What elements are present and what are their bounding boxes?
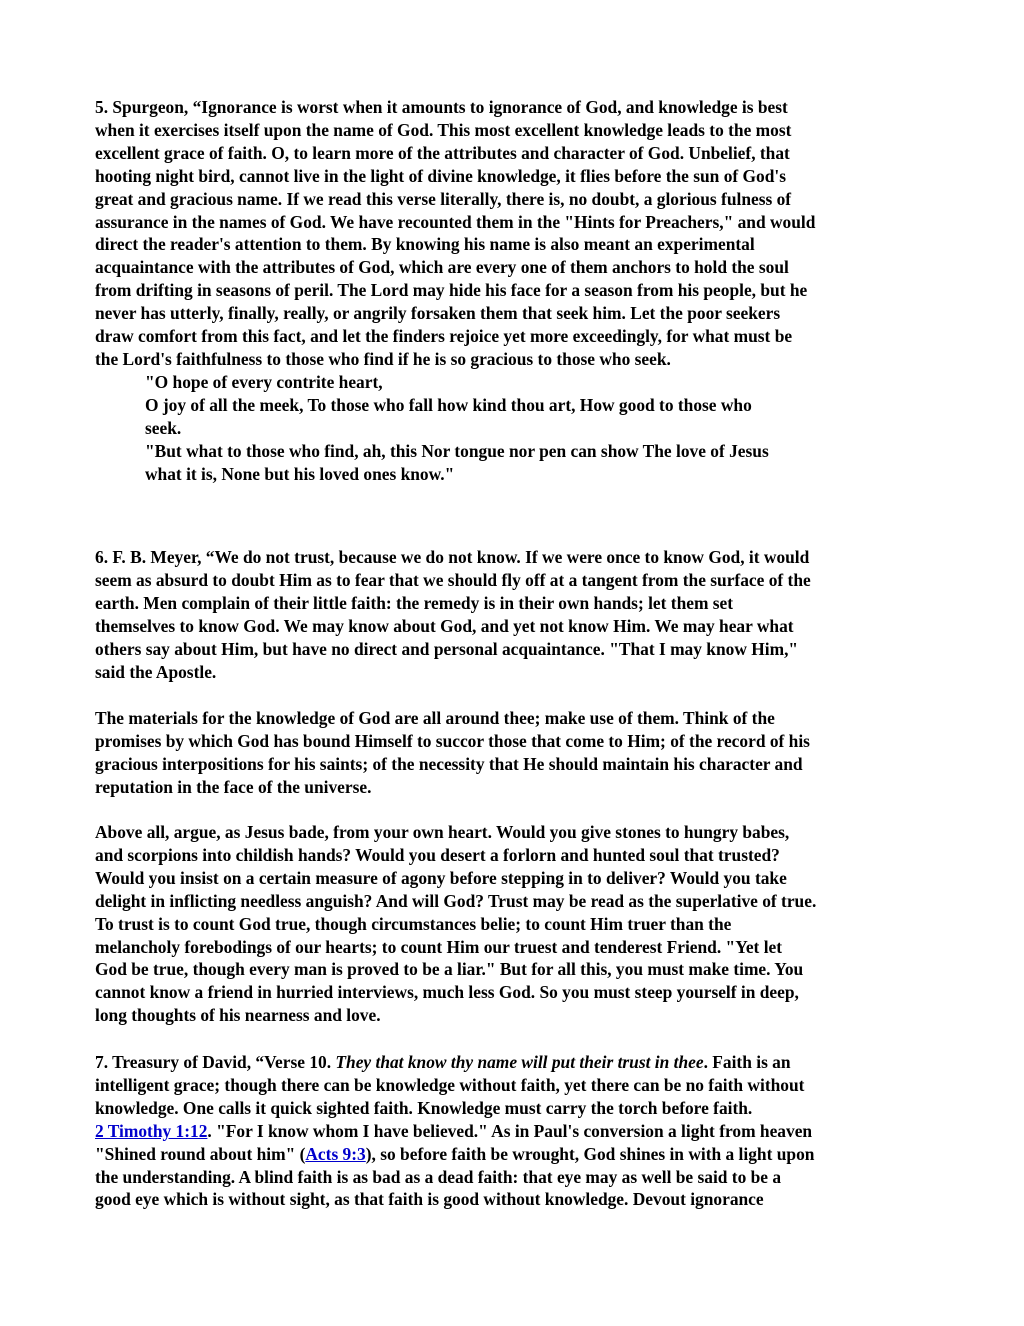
text-line: great and gracious name. If we read this verse literally, there is, no doubt, a glorious fulness of: [95, 188, 792, 209]
text-line: Above all, argue, as Jesus bade, from your own heart. Would you give stones to hungry babes,: [95, 822, 790, 842]
text-run: 7. Treasury of David, “Verse 10.: [95, 1052, 336, 1072]
text-line: when it exercises itself upon the name of God. This most excellent knowledge leads to the most: [95, 119, 792, 140]
text-line: acquaintance with the attributes of God, which are every one of them anchors to hold the soul: [95, 257, 789, 278]
text-line: excellent grace of faith. O, to learn more of the attributes and character of God. Unbelief, that: [95, 142, 790, 163]
text-line: [95, 1051, 935, 1074]
text-line: assurance in the names of God. We have recounted them in the "Hints for Preachers," and would: [95, 211, 816, 232]
text-line: the Lord's faithfulness to those who find if he is so gracious to those who seek.: [95, 348, 671, 369]
text-line: hooting night bird, cannot live in the light of divine knowledge, it flies before the sun of God's: [95, 165, 787, 186]
text-line: others say about Him, but have no direct and personal acquaintance. "That I may know Him,": [95, 638, 799, 659]
text-line: seem as absurd to doubt Him as to fear that we should fly off at a tangent from the surface of the: [95, 569, 811, 590]
text-run: . Faith is an: [703, 1052, 791, 1072]
text-line: earth. Men complain of their little faith: the remedy is in their own hands; let them set: [95, 592, 734, 613]
text-line: reputation in the face of the universe.: [95, 776, 372, 797]
poem-line: "O hope of every contrite heart,: [145, 371, 383, 392]
text-line: intelligent grace; though there can be knowledge without faith, yet there can be no faith without: [95, 1074, 805, 1095]
text-line: gracious interpositions for his saints; of the necessity that He should maintain his character and: [95, 753, 803, 774]
text-line: draw comfort from this fact, and let the finders rejoice yet more exceedingly, for what must be: [95, 326, 793, 347]
text-line: good eye which is without sight, as that faith is good without knowledge. Devout ignorance: [95, 1189, 764, 1210]
text-line: cannot know a friend in hurried interviews, much less God. So you must steep yourself in deep,: [95, 982, 799, 1003]
text-line: long thoughts of his nearness and love.: [95, 1005, 381, 1026]
text-line: never has utterly, finally, really, or angrily forsaken them that seek him. Let the poor seekers: [95, 303, 781, 324]
poem-line: O joy of all the meek, To those who fall how kind thou art, How good to those who: [145, 394, 752, 415]
text-line: God be true, though every man is proved to be a liar." But for all this, you must make time. You: [95, 959, 804, 980]
text-line: the understanding. A blind faith is as bad as a dead faith: that eye may as well be said to be a: [95, 1166, 782, 1187]
meyer-paragraph-3: [95, 821, 935, 1027]
quote-meyer: [95, 546, 935, 683]
text-line: knowledge. One calls it quick sighted faith. Knowledge must carry the torch before faith.: [95, 1097, 753, 1118]
text-line: promises by which God has bound Himself to succor those that come to Him; of the record of his: [95, 730, 810, 751]
text-run: . "For I know whom I have believed." As in Paul's conversion a light from heaven: [207, 1120, 813, 1141]
text-line: themselves to know God. We may know about God, and yet not know Him. We may hear what: [95, 615, 794, 636]
text-run: ), so before faith be wrought, God shines in with a light upon: [365, 1143, 815, 1164]
text-line: direct the reader's attention to them. By knowing his name is also meant an experimental: [95, 234, 755, 255]
text-line: To trust is to count God true, though circumstances belie; to count Him truer than the: [95, 913, 732, 934]
scripture-link-acts[interactable]: Acts 9:3: [305, 1143, 366, 1164]
poem-line: seek.: [145, 417, 182, 438]
text-line: 6. F. B. Meyer, “We do not trust, because we do not know. If we were once to know God, it would: [95, 547, 810, 567]
text-line: melancholy forebodings of our hearts; to count Him our truest and tenderest Friend. "Yet let: [95, 936, 783, 957]
verse-italic: They that know thy name will put their trust in thee: [335, 1052, 704, 1072]
poem-line: what it is, None but his loved ones know.": [145, 463, 455, 484]
text-line: said the Apostle.: [95, 661, 217, 682]
poem-line: "But what to those who find, ah, this Nor tongue nor pen can show The love of Jesus: [145, 440, 769, 461]
quote-treasury-of-david: [95, 1051, 935, 1211]
text-line: Would you insist on a certain measure of agony before stepping in to deliver? Would you take: [95, 867, 787, 888]
text-line: and scorpions into childish hands? Would you desert a forlorn and hunted soul that trusted?: [95, 844, 780, 865]
text-line: [95, 1143, 935, 1166]
scripture-link-2-timothy[interactable]: 2 Timothy 1:12: [95, 1120, 208, 1141]
text-line: from drifting in seasons of peril. The Lord may hide his face for a season from his people, but he: [95, 280, 808, 301]
text-line: 5. Spurgeon, “Ignorance is worst when it amounts to ignorance of God, and knowledge is best: [95, 97, 788, 117]
meyer-paragraph-2: [95, 707, 935, 799]
text-run: "Shined round about him" (: [95, 1143, 306, 1164]
text-line: delight in inflicting needless anguish? And will God? Trust may be read as the superlative of true.: [95, 890, 817, 911]
text-line: [95, 1120, 935, 1143]
text-line: The materials for the knowledge of God are all around thee; make use of them. Think of the: [95, 708, 775, 728]
quote-spurgeon: [95, 96, 935, 485]
